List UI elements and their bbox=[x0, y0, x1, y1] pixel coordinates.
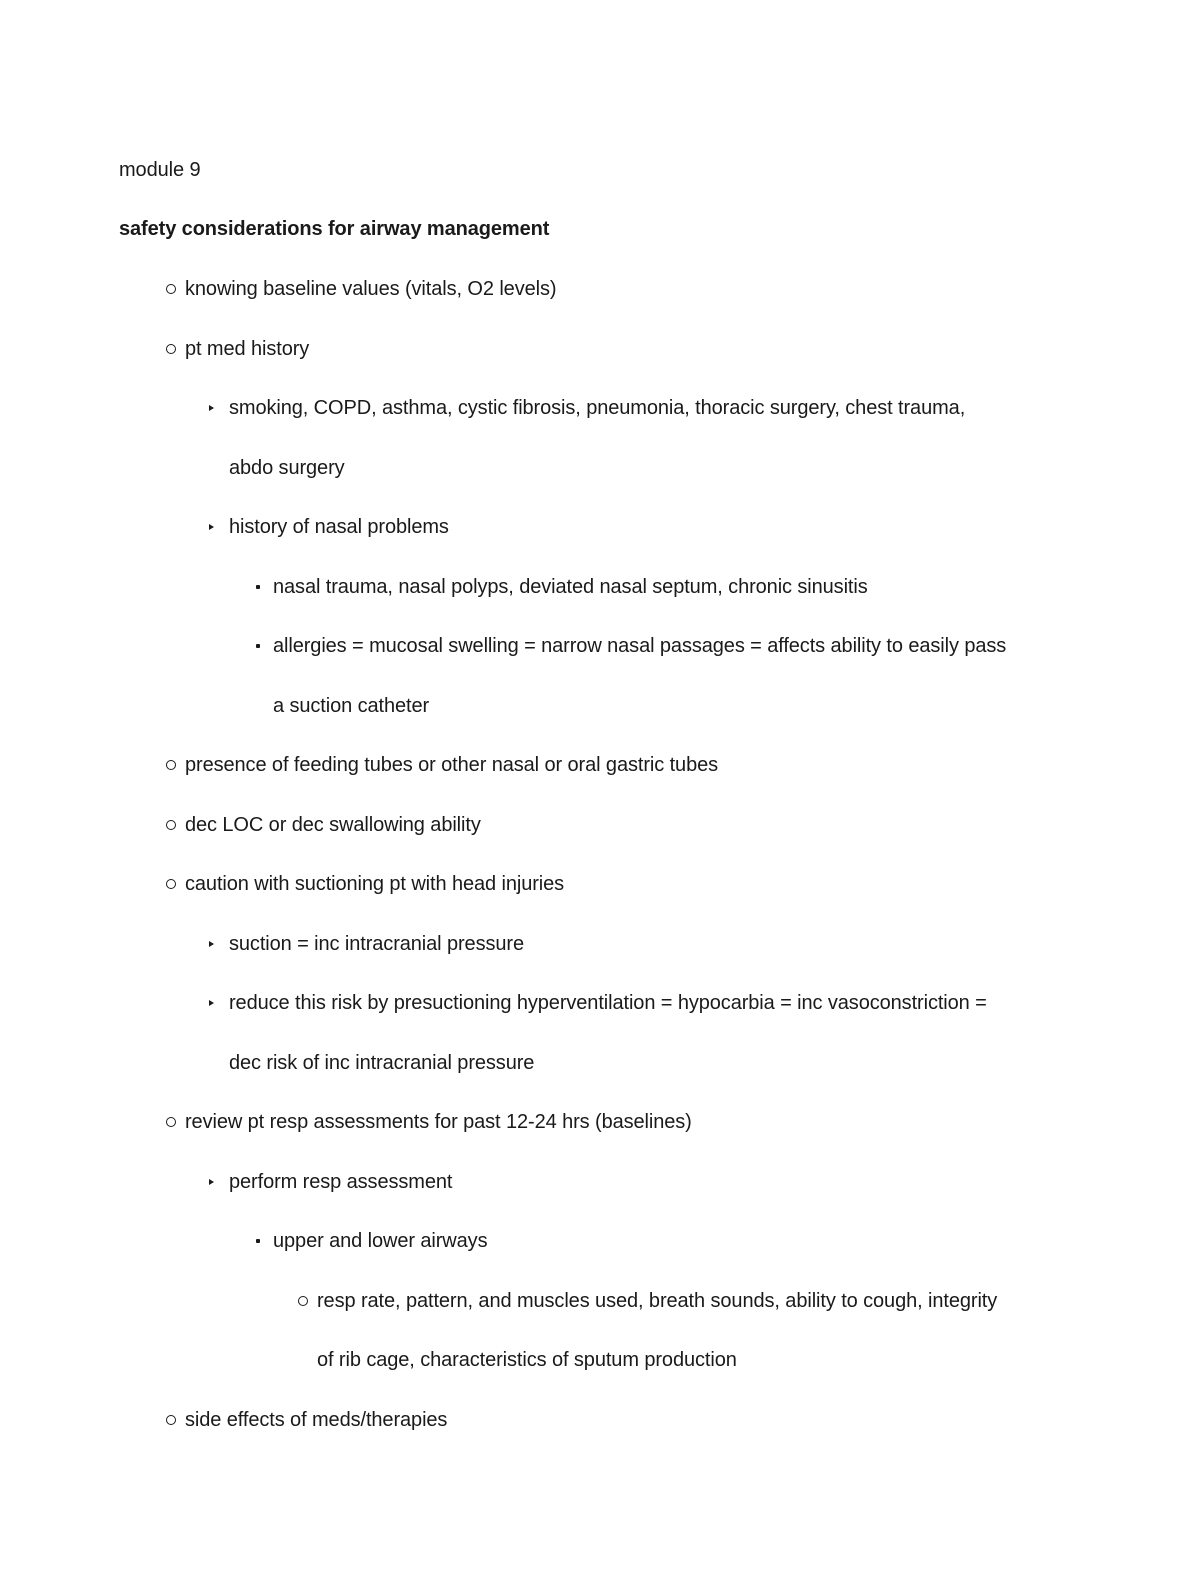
document-title: module 9 bbox=[119, 159, 201, 181]
triangle-bullet-icon bbox=[209, 1000, 214, 1006]
circle-bullet-icon bbox=[166, 344, 176, 354]
list-item: a suction catheter bbox=[273, 695, 430, 717]
square-bullet-icon bbox=[256, 644, 260, 648]
list-item: pt med history bbox=[185, 338, 310, 360]
list-item: review pt resp assessments for past 12-24 hrs (baselines) bbox=[185, 1111, 692, 1133]
list-item: knowing baseline values (vitals, O2 levels) bbox=[185, 278, 557, 300]
list-item: side effects of meds/therapies bbox=[185, 1409, 448, 1431]
circle-bullet-icon bbox=[298, 1296, 308, 1306]
square-bullet-icon bbox=[256, 1239, 260, 1243]
list-item: perform resp assessment bbox=[229, 1171, 453, 1193]
circle-bullet-icon bbox=[166, 820, 176, 830]
list-item: dec LOC or dec swallowing ability bbox=[185, 814, 481, 836]
list-item: reduce this risk by presuctioning hyperventilation = hypocarbia = inc vasoconstriction = bbox=[229, 992, 987, 1014]
section-heading: safety considerations for airway management bbox=[119, 218, 550, 240]
list-item: resp rate, pattern, and muscles used, breath sounds, ability to cough, integrity bbox=[317, 1290, 998, 1312]
triangle-bullet-icon bbox=[209, 405, 214, 411]
circle-bullet-icon bbox=[166, 879, 176, 889]
square-bullet-icon bbox=[256, 585, 260, 589]
list-item: presence of feeding tubes or other nasal or oral gastric tubes bbox=[185, 754, 719, 776]
list-item: suction = inc intracranial pressure bbox=[229, 933, 524, 955]
list-item: upper and lower airways bbox=[273, 1230, 488, 1252]
list-item: dec risk of inc intracranial pressure bbox=[229, 1052, 535, 1074]
list-item: allergies = mucosal swelling = narrow nasal passages = affects ability to easily pass bbox=[273, 635, 1007, 657]
circle-bullet-icon bbox=[166, 284, 176, 294]
triangle-bullet-icon bbox=[209, 941, 214, 947]
circle-bullet-icon bbox=[166, 760, 176, 770]
triangle-bullet-icon bbox=[209, 1179, 214, 1185]
triangle-bullet-icon bbox=[209, 524, 214, 530]
list-item: nasal trauma, nasal polyps, deviated nasal septum, chronic sinusitis bbox=[273, 576, 868, 598]
circle-bullet-icon bbox=[166, 1415, 176, 1425]
list-item: abdo surgery bbox=[229, 457, 345, 479]
list-item: caution with suctioning pt with head injuries bbox=[185, 873, 565, 895]
circle-bullet-icon bbox=[166, 1117, 176, 1127]
list-item: history of nasal problems bbox=[229, 516, 449, 538]
list-item: of rib cage, characteristics of sputum production bbox=[317, 1349, 737, 1371]
list-item: smoking, COPD, asthma, cystic fibrosis, pneumonia, thoracic surgery, chest trauma, bbox=[229, 397, 966, 419]
